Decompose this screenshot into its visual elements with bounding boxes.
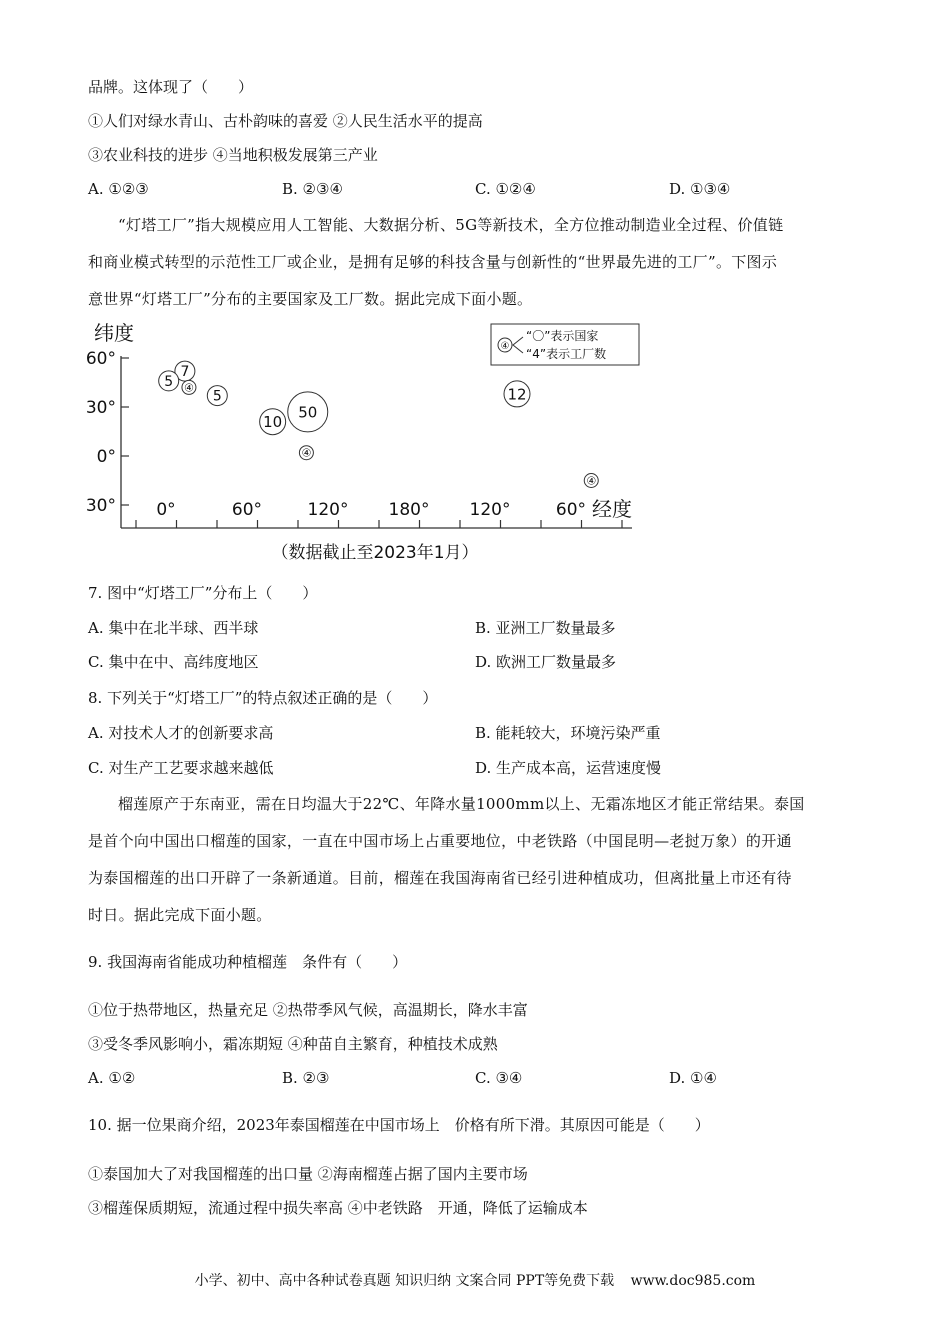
- country-point: [207, 386, 227, 406]
- statement-line: ③榴莲保质期短，流通过程中损失率高 ④中老铁路 开通，降低了运输成本: [88, 1199, 588, 1217]
- statement-line: ③农业科技的进步 ④当地积极发展第三产业: [88, 146, 378, 164]
- q7-option-d: D. 欧洲工厂数量最多: [475, 653, 617, 671]
- legend-country: “〇”表示国家: [526, 329, 599, 343]
- passage-line: “灯塔工厂”指大规模应用人工智能、大数据分析、5G等新技术，全方位推动制造业全过程、价值链: [118, 216, 784, 234]
- q8-option-d: D. 生产成本高，运营速度慢: [475, 759, 662, 777]
- option-c: C. ①②④: [475, 180, 536, 198]
- option-a: A. ①②③: [88, 180, 149, 198]
- q9-option-a: A. ①②: [88, 1069, 136, 1087]
- y-tick-label: 60°: [85, 349, 116, 369]
- factory-count-label: 10: [263, 413, 283, 432]
- country-point: [299, 446, 313, 460]
- q7-option-a: A. 集中在北半球、西半球: [88, 619, 259, 637]
- passage-line: 意世界“灯塔工厂”分布的主要国家及工厂数。据此完成下面小题。: [88, 290, 533, 308]
- country-point: [288, 392, 328, 432]
- chart-caption: （数据截止至2023年1月）: [271, 543, 479, 563]
- factory-count-label: ④: [184, 381, 194, 395]
- q8-option-a: A. 对技术人才的创新要求高: [88, 724, 274, 742]
- question-7: 7. 图中“灯塔工厂”分布上（ ）: [88, 584, 318, 602]
- q7-option-c: C. 集中在中、高纬度地区: [88, 653, 259, 671]
- legend: [491, 324, 639, 365]
- question-10: 10. 据一位果商介绍，2023年泰国榴莲在中国市场上 价格有所下滑。其原因可能是（ ）: [88, 1116, 710, 1134]
- question-stem-tail: 品牌。这体现了（ ）: [88, 78, 254, 96]
- country-point: [504, 381, 530, 407]
- footer: [0, 1270, 950, 1290]
- passage-line: 榴莲原产于东南亚，需在日均温大于22℃、年降水量1000mm以上、无霜冻地区才能正常结果。泰国: [118, 795, 805, 813]
- passage-line: 时日。据此完成下面小题。: [88, 906, 272, 924]
- statement-line: ①人们对绿水青山、古朴韵味的喜爱 ②人民生活水平的提高: [88, 112, 483, 130]
- passage-line: 和商业模式转型的示范性工厂或企业，是拥有足够的科技含量与创新性的“世界最先进的工厂”。下图示: [88, 253, 778, 271]
- x-tick-label: 120°: [307, 500, 349, 520]
- y-tick-label: 30°: [85, 398, 116, 418]
- country-point: [584, 474, 598, 488]
- x-axis-label: 经度: [592, 497, 632, 521]
- country-point: [260, 409, 286, 435]
- lighthouse-factory-chart: [70, 318, 670, 568]
- footer-url[interactable]: www.doc985.com: [630, 1273, 756, 1289]
- factory-count-label: 5: [164, 373, 174, 390]
- x-tick-label: 60°: [555, 500, 587, 520]
- question-9: 9. 我国海南省能成功种植榴莲 条件有（ ）: [88, 953, 408, 971]
- question-8: 8. 下列关于“灯塔工厂”的特点叙述正确的是（ ）: [88, 689, 438, 707]
- country-point: [182, 380, 196, 394]
- passage-line: 是首个向中国出口榴莲的国家，一直在中国市场上占重要地位，中老铁路（中国昆明—老挝万象）的开通: [88, 832, 792, 850]
- factory-count-label: ④: [586, 474, 597, 488]
- statement-line: ①泰国加大了对我国榴莲的出口量 ②海南榴莲占据了国内主要市场: [88, 1165, 528, 1183]
- q7-option-b: B. 亚洲工厂数量最多: [475, 619, 616, 637]
- passage-line: 为泰国榴莲的出口开辟了一条新通道。目前，榴莲在我国海南省已经引进种植成功，但离批量上市还有待: [88, 869, 792, 887]
- q9-option-d: D. ①④: [669, 1069, 717, 1087]
- statement-line: ①位于热带地区，热量充足 ②热带季风气候，高温期长，降水丰富: [88, 1001, 528, 1019]
- factory-count-label: 5: [212, 388, 222, 405]
- q8-option-b: B. 能耗较大，环境污染严重: [475, 724, 661, 742]
- y-axis-label: 纬度: [94, 321, 134, 345]
- q9-option-c: C. ③④: [475, 1069, 523, 1087]
- x-tick-label: 120°: [469, 500, 511, 520]
- x-tick-label: 180°: [388, 500, 430, 520]
- legend-symbol: ④: [500, 341, 510, 352]
- x-tick-label: 0°: [156, 500, 176, 520]
- statement-line: ③受冬季风影响小，霜冻期短 ④种苗自主繁育，种植技术成熟: [88, 1035, 498, 1053]
- y-tick-label: 30°: [85, 496, 116, 516]
- legend-count: “4”表示工厂数: [526, 347, 607, 361]
- q8-option-c: C. 对生产工艺要求越来越低: [88, 759, 274, 777]
- x-tick-label: 60°: [231, 500, 263, 520]
- country-point: [159, 371, 179, 391]
- factory-count-label: ④: [301, 446, 312, 460]
- factory-count-label: 7: [180, 364, 190, 381]
- y-tick-label: 0°: [96, 447, 116, 467]
- factory-count-label: 12: [507, 385, 527, 404]
- factory-count-label: 50: [298, 403, 318, 422]
- option-d: D. ①③④: [669, 180, 731, 198]
- option-b: B. ②③④: [282, 180, 343, 198]
- footer-text: 小学、初中、高中各种试卷真题 知识归纳 文案合同 PPT等免费下载: [194, 1273, 615, 1289]
- q9-option-b: B. ②③: [282, 1069, 330, 1087]
